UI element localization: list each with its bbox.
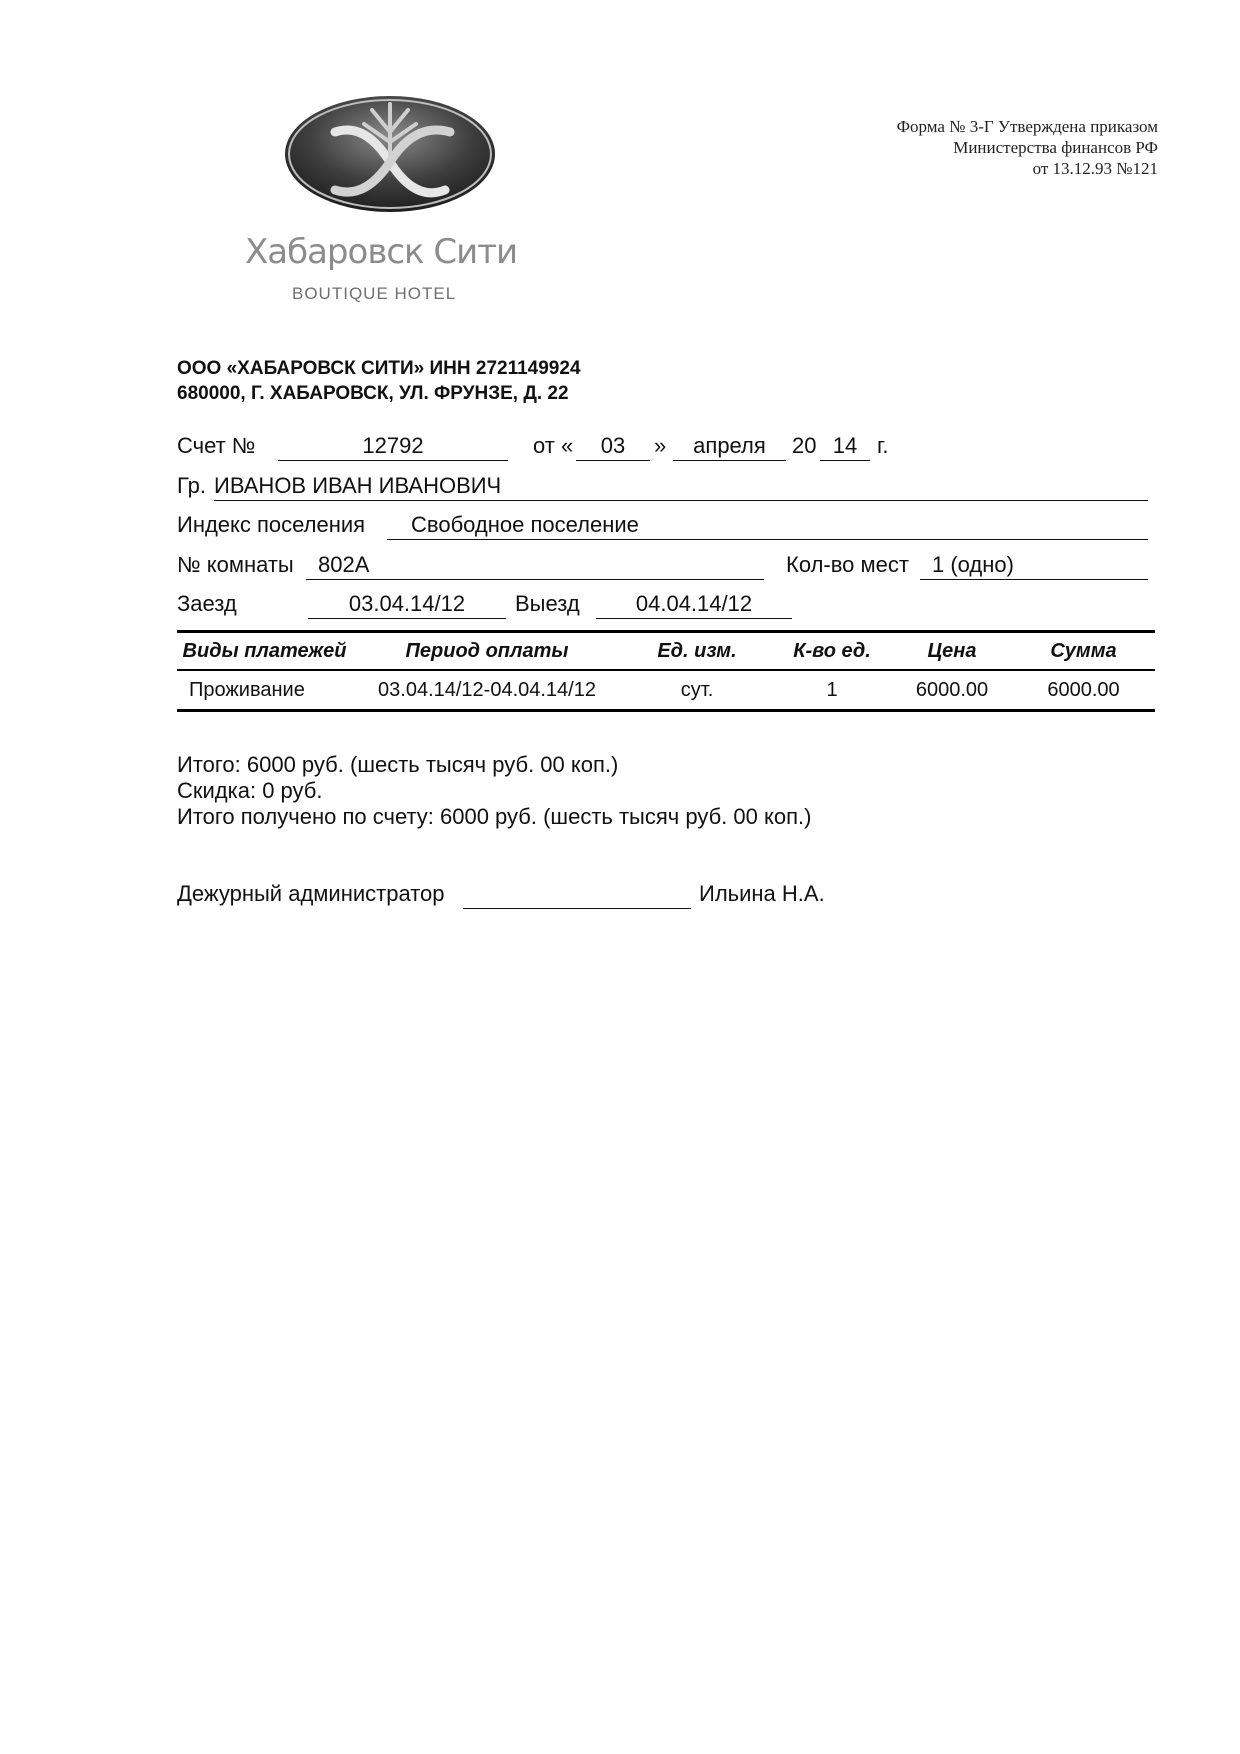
cell-unit: сут. (680, 678, 714, 701)
invoice-year-unit: г. (877, 433, 889, 458)
cell-sum: 6000.00 (1047, 678, 1120, 701)
room-number-field: 802А (306, 551, 764, 580)
checkout-label: Выезд (515, 591, 580, 616)
form-approval-note (738, 116, 1158, 179)
guest-name-field: ИВАНОВ ИВАН ИВАНОВИЧ (214, 472, 1148, 501)
company-details (177, 356, 581, 406)
form-note-line: от 13.12.93 №121 (1032, 159, 1158, 178)
company-address: 680000, Г. ХАБАРОВСК, УЛ. ФРУНЗЕ, Д. 22 (177, 383, 569, 404)
index-value-field: Свободное поселение (387, 511, 1148, 540)
room-label: № комнаты (177, 552, 294, 577)
cell-payment-type: Проживание (189, 678, 305, 701)
logo-emblem-icon (240, 92, 530, 222)
signature-label: Дежурный администратор (177, 881, 445, 906)
company-name-inn: ООО «ХАБАРОВСК СИТИ» ИНН 2721149924 (177, 358, 581, 379)
col-unit: Ед. изм. (657, 639, 737, 662)
logo-brand-sub: BOUTIQUE HOTEL (292, 284, 457, 303)
form-note-line: Форма № 3-Г Утверждена приказом (896, 117, 1158, 136)
col-period: Период оплаты (405, 639, 569, 662)
invoice-day-field: 03 (576, 432, 650, 461)
signature-line (463, 880, 691, 909)
index-label: Индекс поселения (177, 512, 366, 537)
places-label: Кол-во мест (786, 552, 909, 577)
col-sum: Сумма (1050, 639, 1117, 662)
cell-qty: 1 (826, 678, 838, 701)
signature-name: Ильина Н.А. (699, 881, 825, 906)
total-line: Итого: 6000 руб. (шесть тысяч руб. 00 коп.) (177, 752, 619, 777)
received-line: Итого получено по счету: 6000 руб. (шесть тысяч руб. 00 коп.) (177, 804, 812, 829)
guest-label: Гр. (177, 473, 207, 498)
table-row (177, 670, 1155, 711)
invoice-year-field: 14 (820, 432, 870, 461)
col-payment-type: Виды платежей (182, 639, 347, 662)
totals-block (177, 752, 811, 830)
invoice-number-label: Счет № (177, 433, 256, 458)
invoice-month-field: апреля (673, 432, 786, 461)
checkout-field: 04.04.14/12 (596, 590, 792, 619)
invoice-date-from-label: от « (533, 433, 574, 458)
invoice-number-field: 12792 (278, 432, 508, 461)
invoice-quote-close: » (654, 433, 667, 458)
invoice-year-prefix: 20 (792, 433, 817, 458)
hotel-logo (240, 92, 530, 322)
cell-price: 6000.00 (915, 678, 989, 701)
places-field: 1 (одно) (920, 551, 1148, 580)
col-price: Цена (927, 639, 977, 662)
checkin-field: 03.04.14/12 (308, 590, 506, 619)
cell-period: 03.04.14/12-04.04.14/12 (378, 678, 596, 701)
checkin-label: Заезд (177, 591, 237, 616)
discount-line: Скидка: 0 руб. (177, 778, 323, 803)
payments-table (177, 630, 1155, 712)
col-qty: К-во ед. (793, 639, 871, 662)
form-note-line: Министерства финансов РФ (953, 138, 1158, 157)
logo-brand-name: Хабаровск Сити (245, 232, 518, 272)
table-header-row (177, 632, 1155, 671)
